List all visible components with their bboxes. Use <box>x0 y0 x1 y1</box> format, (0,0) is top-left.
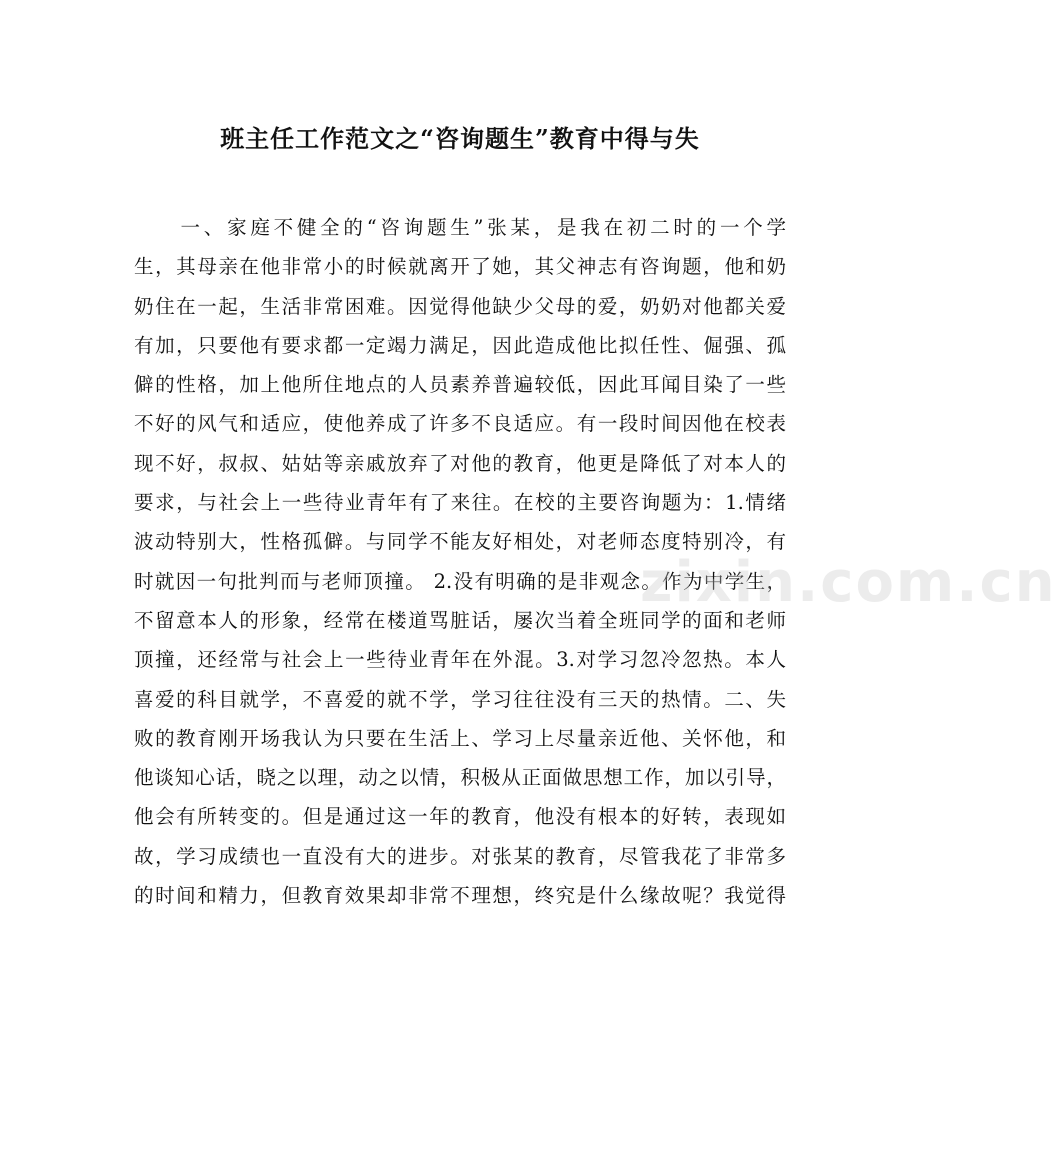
body-line: 有加，只要他有要求都一定竭力满足，因此造成他比拟任性、倔强、孤 <box>134 333 786 357</box>
body-line: 不好的风气和适应，使他养成了许多不良适应。有一段时间因他在校表 <box>134 412 786 436</box>
body-line: 僻的性格，加上他所住地点的人员素养普遍较低，因此耳闻目染了一些 <box>134 373 786 397</box>
body-line: 故，学习成绩也一直没有大的进步。对张某的教育，尽管我花了非常多 <box>134 844 786 868</box>
body-line: 败的教育刚开场我认为只要在生活上、学习上尽量亲近他、关怀他，和 <box>134 726 786 750</box>
body-line: 奶住在一起，生活非常困难。因觉得他缺少父母的爱，奶奶对他都关爱 <box>134 294 786 318</box>
body-line: 生，其母亲在他非常小的时候就离开了她，其父神志有咨询题，他和奶 <box>134 255 786 279</box>
document-body <box>134 208 786 915</box>
body-line: 他谈知心话，晓之以理，动之以情，积极从正面做思想工作，加以引导， <box>134 766 786 790</box>
body-line: 要求，与社会上一些待业青年有了来往。在校的主要咨询题为：1.情绪 <box>134 491 786 515</box>
body-line: 一、家庭不健全的“咨询题生”张某，是我在初二时的一个学 <box>134 216 786 239</box>
body-line: 现不好，叔叔、姑姑等亲戚放弃了对他的教育，他更是降低了对本人的 <box>134 451 786 475</box>
body-line: 波动特别大，性格孤僻。与同学不能友好相处，对老师态度特别冷，有 <box>134 530 786 554</box>
body-line: 时就因一句批判而与老师顶撞。 2.没有明确的是非观念。作为中学生， <box>134 569 786 593</box>
body-line: 喜爱的科目就学，不喜爱的就不学，学习往往没有三天的热情。二、失 <box>134 687 786 711</box>
body-line: 他会有所转变的。但是通过这一年的教育，他没有根本的好转，表现如 <box>134 805 786 829</box>
document-title: 班主任工作范文之“咨询题生”教育中得与失 <box>220 124 700 153</box>
body-line: 不留意本人的形象，经常在楼道骂脏话，屡次当着全班同学的面和老师 <box>134 608 786 632</box>
body-line: 顶撞，还经常与社会上一些待业青年在外混。3.对学习忽冷忽热。本人 <box>134 648 786 672</box>
body-line: 的时间和精力，但教育效果却非常不理想，终究是什么缘故呢？我觉得 <box>134 884 786 908</box>
watermark: zixin.com.cn <box>640 550 1057 615</box>
